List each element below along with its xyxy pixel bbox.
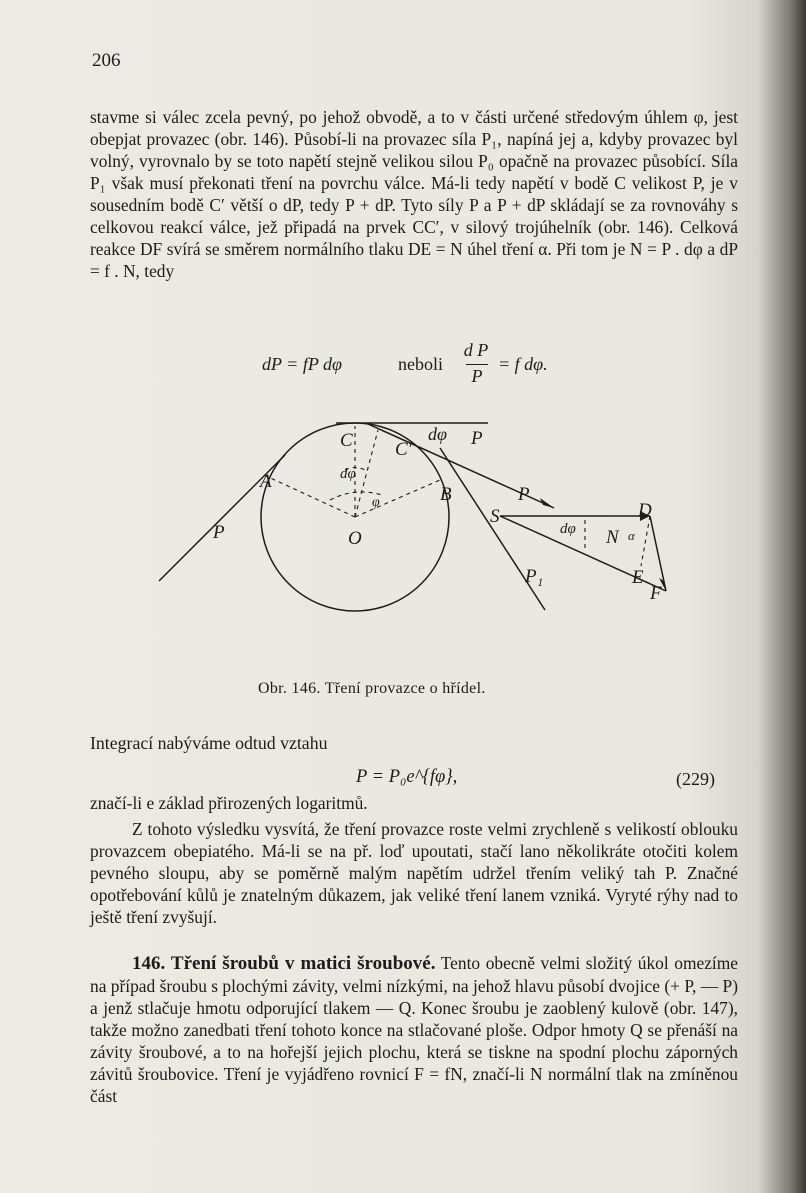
section-146-title: 146. Tření šroubů v matici šroubové. <box>132 953 436 974</box>
fraction-denominator: P <box>471 366 483 386</box>
paragraph-rope-friction-consequence: Z tohoto výsledku vysvítá, že tření provazce roste velmi zrychleně s velikostí oblouku provazcem obepiatého. Má-li se na př. loď upoutati, stačí lano několikráte otočiti kolem pevného sloupu, aby se poměrně malým napětím udržel třením veliký tah P. Značné opotřebování kůlů je znatelným důkazem, jak veliké tření lanem vzniká. Vyryté rýhy nad to ještě tření zvyšují. <box>90 819 738 927</box>
triangle-right <box>650 516 666 591</box>
label-A: A <box>260 471 272 492</box>
equation-right: = f dφ. <box>498 354 548 374</box>
normal-DE <box>641 516 650 566</box>
section-146-body: Tento obecně velmi složitý úkol omezíme na případ šroubu s plochými závity, velmi nízkými, na jehož hlavu působí dvojice (+ P, — P) a jenž stlačuje hmotu odporující tlakem — Q. Konec šroubu je zaoblený kulově (obr. 147), takže možno zanedbati tření tohoto konce na stlačované ploše. Odpor hmoty Q se přenáší na závity šroubové, a to na hořejší jejich plochu, která se tiskne na spodní plochu záporných závitů šroubovice. Tření je vyjádřeno rovnicí F = fN, značí-li N normální tlak na zmíněnou část <box>90 953 739 1106</box>
fraction-numerator: d P <box>463 340 489 360</box>
equation-word: neboli <box>398 354 443 374</box>
section-146 <box>90 952 738 1107</box>
label-P-top: P <box>471 428 483 449</box>
paragraph-rope-friction-intro: stavme si válec zcela pevný, po jehož obvodě, a to v části určené středovým úhlem φ, jest obepjat provazec (obr. 146). Působí-li na provazec síla P₁, napíná jej a, kdyby provazec byl volný, vyrovnalo by se toto napětí stejně velikou silou P₀ opačně na provazec působící. Síla P₁ však musí překonati tření na povrchu válce. Má-li tedy napětí v bodě C velikost P, je v sousedním bodě C′ větší o dP, tedy P + dP. Tyto síly P a P + dP skládají se za rovnováhy s celkovou reakcí válce, jež připadá na prvek CC′, v silový trojúhelník (obr. 146). Celková reakce DF svírá se směrem normálního tlaku DE = N úhel tření α. Při tom je N = P . dφ a dP = f . N, tedy <box>90 107 738 281</box>
label-dphi-triangle: dφ <box>560 521 576 537</box>
label-C-prime: C′ <box>395 439 412 460</box>
radius-to-B <box>355 480 440 517</box>
paragraph-integration: Integrací nabýváme odtud vztahu <box>90 733 328 753</box>
label-phi: φ <box>372 495 380 510</box>
label-P-mid: P <box>518 484 530 505</box>
label-E: E <box>632 567 644 588</box>
label-N: N <box>606 527 619 548</box>
page-number: 206 <box>92 50 121 71</box>
label-F: F <box>650 583 662 604</box>
label-P1: P₁ <box>525 566 544 587</box>
label-dphi-top: dφ <box>428 424 447 444</box>
label-B: B <box>440 484 452 505</box>
paragraph-natural-log: značí-li e základ přirozených logaritmů. <box>90 793 368 813</box>
equation-number-229: (229) <box>676 769 715 789</box>
label-O: O <box>348 528 362 549</box>
label-P-left: P <box>213 522 225 543</box>
label-alpha: α <box>628 528 635 543</box>
figure-caption: Obr. 146. Tření provazce o hřídel. <box>258 680 486 697</box>
label-C: C <box>340 430 353 451</box>
equation-229: P = P₀e^{fφ}, <box>356 767 458 787</box>
label-D: D <box>638 500 652 521</box>
label-S: S <box>490 506 500 527</box>
label-dphi-center: dφ <box>340 466 356 482</box>
equation-left: dP = fP dφ <box>262 354 342 374</box>
